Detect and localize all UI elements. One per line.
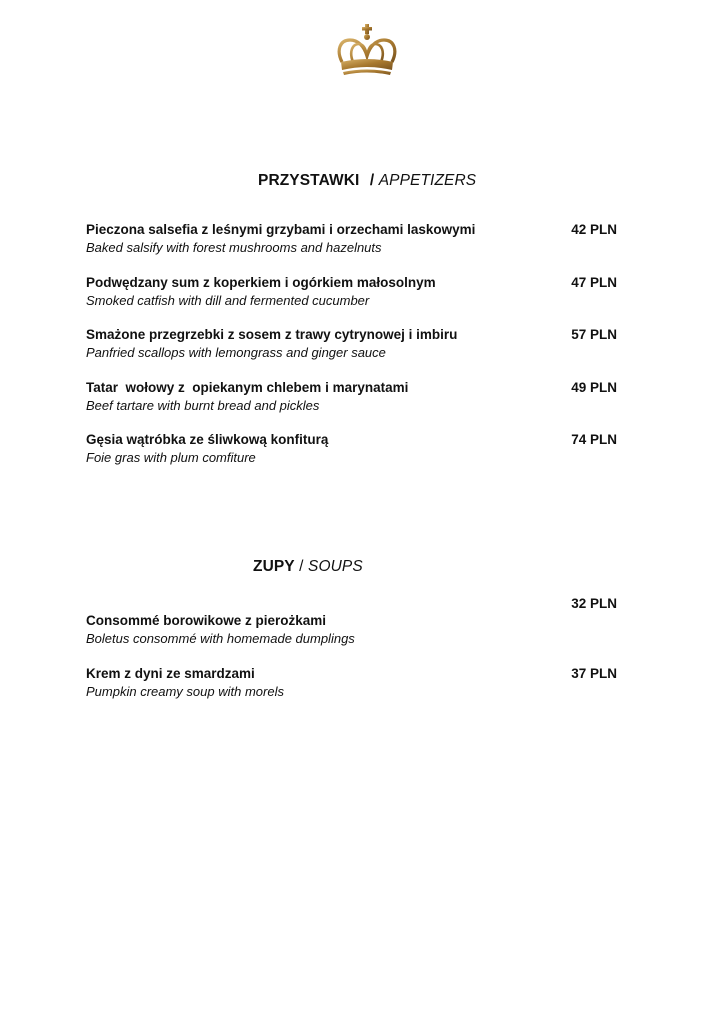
menu-item [86, 380, 617, 420]
menu-item-price: 74 PLN [571, 432, 617, 447]
section-title-pl: ZUPY [253, 558, 295, 575]
menu-item-description: Boletus consommé with homemade dumplings [86, 631, 355, 646]
menu-item [86, 327, 617, 367]
section-title-appetizers [258, 172, 476, 190]
menu-item-price: 42 PLN [571, 222, 617, 237]
menu-item-name: Smażone przegrzebki z sosem z trawy cytrynowej i imbiru [86, 327, 458, 342]
menu-item [86, 596, 617, 646]
section-title-pl: PRZYSTAWKI [258, 172, 360, 189]
menu-item [86, 222, 617, 262]
menu-item-price: 57 PLN [571, 327, 617, 342]
menu-item [86, 275, 617, 315]
menu-item-name: Gęsia wątróbka ze śliwkową konfiturą [86, 432, 329, 447]
menu-item-price: 47 PLN [571, 275, 617, 290]
section-title-en: APPETIZERS [378, 172, 477, 189]
crown-icon [334, 22, 400, 78]
section-title-en: SOUPS [308, 558, 363, 575]
menu-item [86, 432, 617, 472]
menu-item-name: Consommé borowikowe z pierożkami [86, 613, 327, 628]
menu-item [86, 666, 617, 706]
menu-item-name: Podwędzany sum z koperkiem i ogórkiem małosolnym [86, 275, 436, 290]
menu-item-name: Krem z dyni ze smardzami [86, 666, 255, 681]
section-title-separator: / [299, 558, 304, 575]
menu-item-name: Pieczona salsefia z leśnymi grzybami i orzechami laskowymi [86, 222, 476, 237]
menu-item-name: Tatar wołowy z opiekanym chlebem i marynatami [86, 380, 409, 395]
section-title-separator: / [369, 172, 375, 189]
menu-item-price: 49 PLN [571, 380, 617, 395]
menu-item-description: Pumpkin creamy soup with morels [86, 684, 284, 699]
menu-item-description: Baked salsify with forest mushrooms and hazelnuts [86, 240, 382, 255]
menu-item-description: Smoked catfish with dill and fermented cucumber [86, 293, 370, 308]
menu-item-price: 32 PLN [571, 596, 617, 611]
section-title-soups [253, 558, 363, 576]
menu-item-description: Panfried scallops with lemongrass and ginger sauce [86, 345, 386, 360]
menu-item-price: 37 PLN [571, 666, 617, 681]
menu-item-description: Beef tartare with burnt bread and pickles [86, 398, 320, 413]
menu-item-description: Foie gras with plum comfiture [86, 450, 256, 465]
